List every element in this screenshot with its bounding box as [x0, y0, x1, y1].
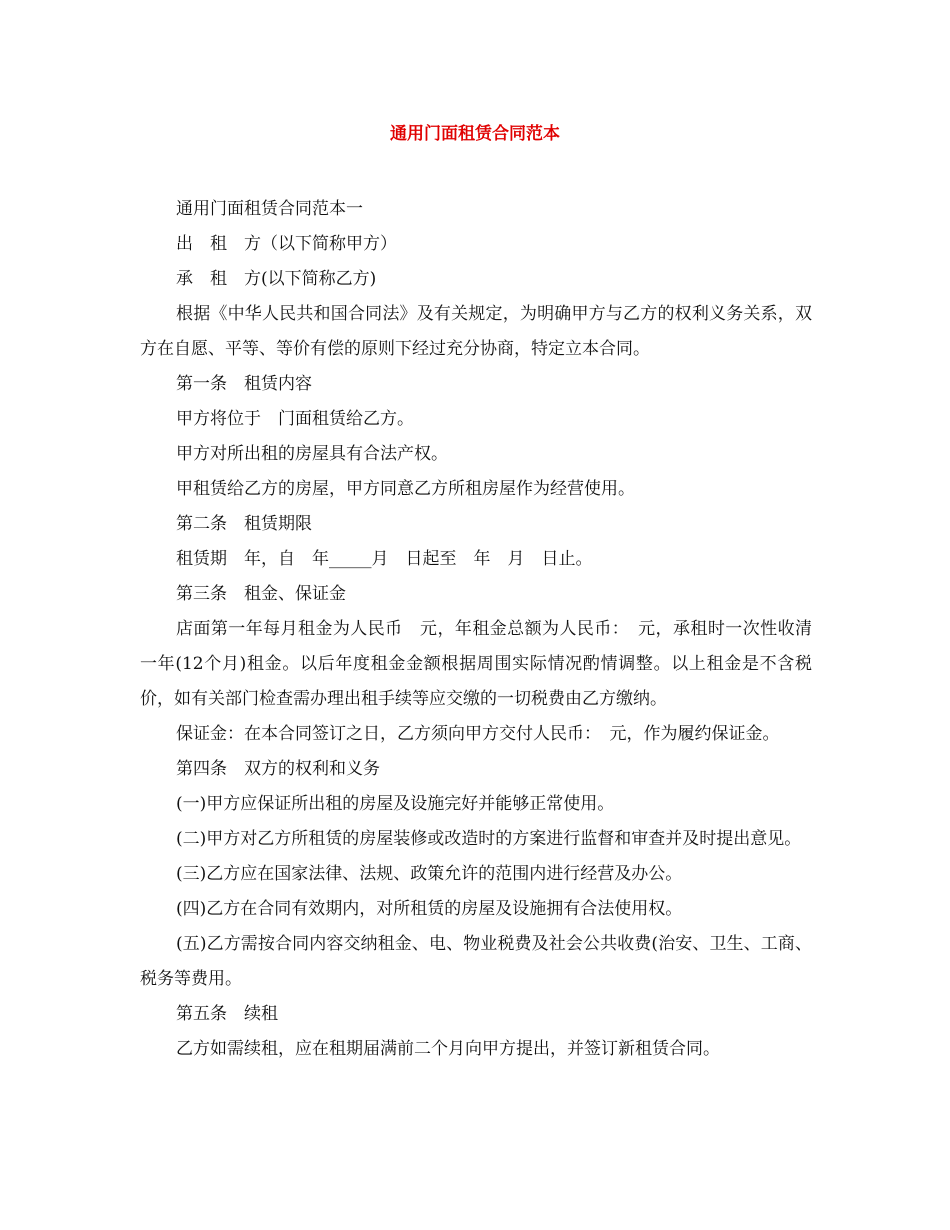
paragraph: 保证金：在本合同签订之日，乙方须向甲方交付人民币： 元，作为履约保证金。: [176, 724, 780, 744]
paragraph-preamble: 根据《中华人民共和国合同法》及有关规定，为明确甲方与乙方的权利义务关系，双方在自愿、平等、等价有偿的原则下经过充分协商，特定立本合同。: [140, 304, 812, 359]
article-4-heading: 第四条 双方的权利和义务: [176, 759, 380, 779]
article-3-heading: 第三条 租金、保证金: [176, 584, 346, 604]
document-body: [140, 192, 812, 1067]
paragraph: 租赁期 年，自 年_____月 日起至 年 月 日止。: [176, 549, 593, 569]
article-1-heading: 第一条 租赁内容: [176, 374, 312, 394]
list-item: (二)甲方对乙方所租赁的房屋装修或改造时的方案进行监督和审查并及时提出意见。: [176, 829, 802, 849]
document-title: 通用门面租赁合同范本: [390, 124, 560, 144]
paragraph: 甲方将位于 门面租赁给乙方。: [176, 409, 414, 429]
paragraph-lessor: 出 租 方（以下简称甲方）: [176, 234, 397, 254]
paragraph-lessee: 承 租 方(以下简称乙方): [176, 269, 377, 289]
paragraph: 店面第一年每月租金为人民币 元，年租金总额为人民币： 元，承租时一次性收清一年(12个月)租金。以后年度租金金额根据周围实际情况酌情调整。以上租金是不含税价，如有关部门检查需办理出租手续等应交缴的一切税费由乙方缴纳。: [140, 619, 812, 709]
paragraph: 甲租赁给乙方的房屋，甲方同意乙方所租房屋作为经营使用。: [176, 479, 635, 499]
paragraph-subtitle: 通用门面租赁合同范本一: [176, 199, 363, 219]
paragraph: 乙方如需续租，应在租期届满前二个月向甲方提出，并签订新租赁合同。: [176, 1039, 720, 1059]
article-5-heading: 第五条 续租: [176, 1004, 278, 1024]
paragraph: 甲方对所出租的房屋具有合法产权。: [176, 444, 448, 464]
list-item: (四)乙方在合同有效期内，对所租赁的房屋及设施拥有合法使用权。: [176, 899, 683, 919]
list-item: (一)甲方应保证所出租的房屋及设施完好并能够正常使用。: [176, 794, 615, 814]
list-item: (五)乙方需按合同内容交纳租金、电、物业税费及社会公共收费(治安、卫生、工商、税务等费用。: [140, 934, 812, 989]
article-2-heading: 第二条 租赁期限: [176, 514, 312, 534]
list-item: (三)乙方应在国家法律、法规、政策允许的范围内进行经营及办公。: [176, 864, 683, 884]
